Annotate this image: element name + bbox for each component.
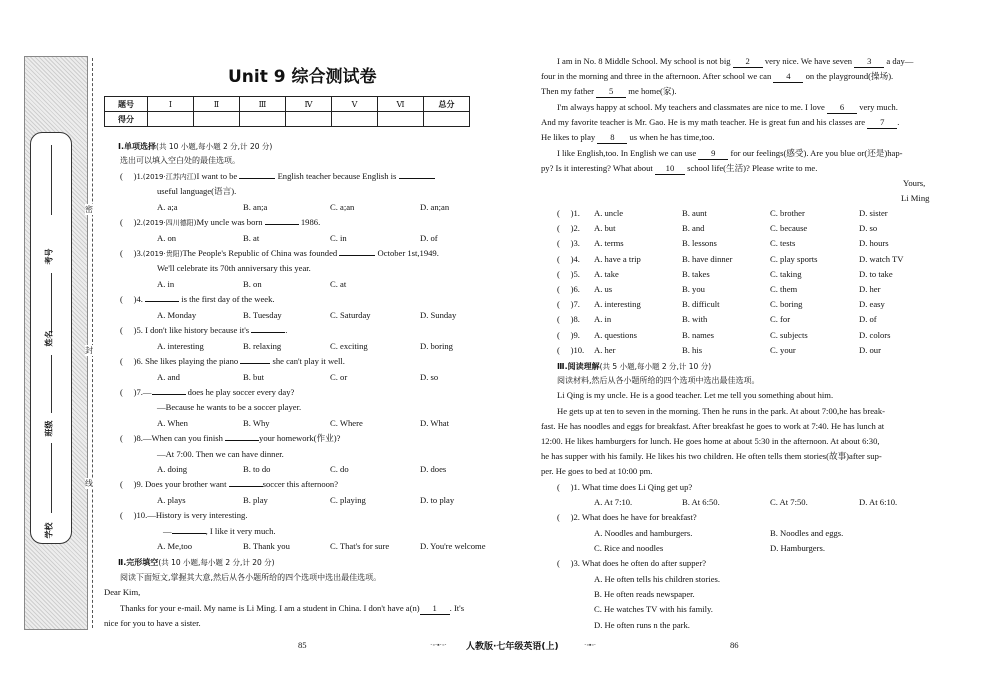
option[interactable]: A. doing [157, 464, 188, 474]
question-1-line2: useful language(语言). [157, 186, 237, 196]
score-table [104, 96, 470, 127]
option[interactable]: B. Noodles and eggs. [770, 528, 844, 538]
cloze-blank-1[interactable]: 1 [420, 603, 450, 615]
footer-ornament-left: ·◦·▪·◦· [430, 641, 447, 649]
answer-blank[interactable] [225, 440, 259, 441]
score-header-cell: Ⅰ [148, 97, 194, 112]
seal-xian: 线 [85, 479, 93, 488]
option[interactable]: C. He watches TV with his family. [594, 604, 713, 614]
cloze-option[interactable]: A. take [594, 268, 619, 279]
cloze-question-number: ( )4. [557, 253, 580, 264]
question-5: ( )5. I don't like history because it's . [120, 325, 288, 335]
cloze-option[interactable]: C. brother [770, 208, 805, 218]
option[interactable]: B. play [243, 495, 268, 505]
cloze-option[interactable]: B. takes [682, 268, 710, 279]
question-10: ( )10.—History is very interesting. [120, 510, 248, 520]
letter-closing: Yours, [903, 178, 926, 188]
class-line [51, 355, 52, 413]
score-header-cell: Ⅲ [240, 97, 286, 112]
option[interactable]: D. What [420, 418, 449, 428]
answer-blank[interactable] [145, 301, 179, 302]
letter-p3-line1: I like English,too. In English we can use 9 for our feelings(感受). Are you blue or(还是)hap- [557, 148, 903, 158]
cloze-question-number: ( )8. [557, 314, 580, 325]
cloze-option[interactable]: D. of [859, 314, 877, 325]
letter-p1-line1: I am in No. 8 Middle School. My school is not big 2 very nice. We have seven 3 a day— [557, 56, 914, 66]
passage-line: fast. He has noodles and eggs for breakfast. After breakfast he goes to work at 7:40. He has lunch at [541, 421, 885, 431]
option[interactable]: A. Me,too [157, 541, 193, 551]
option[interactable]: A. a;a [157, 202, 178, 212]
name-label: 姓名 [44, 330, 54, 347]
cloze-blank[interactable]: 3 [854, 56, 884, 68]
cloze-question-number: ( )10. [557, 344, 585, 355]
cloze-blank[interactable]: 8 [597, 132, 627, 144]
cloze-option[interactable]: B. names [682, 329, 714, 340]
cloze-option[interactable]: B. difficult [682, 299, 720, 310]
page-title: Unit 9 综合测试卷 [228, 67, 377, 87]
option[interactable]: C. playing [330, 495, 366, 505]
cloze-blank[interactable]: 4 [773, 71, 803, 83]
cloze-question-number: ( )1. [557, 208, 580, 218]
cloze-option[interactable]: D. easy [859, 299, 885, 310]
question-6: ( )6. She likes playing the piano she can't play it well. [120, 356, 345, 366]
option[interactable]: A. Noodles and hamburgers. [594, 528, 693, 538]
passage-line: He gets up at ten to seven in the morning. Then he runs in the park. At about 7:00,he has break- [557, 406, 885, 416]
reading-question-3: ( )3. What does he often do after supper? [557, 558, 707, 568]
passage-line: 12:00. He likes hamburgers for lunch. He goes home at about 5:30 in the afternoon. At about 6:30, [541, 436, 880, 446]
option[interactable]: A. in [157, 279, 175, 289]
letter-signature: Li Ming [901, 193, 930, 203]
cloze-option[interactable]: C. subjects [770, 329, 808, 340]
score-cell[interactable] [240, 112, 286, 127]
score-header-cell: 总分 [424, 97, 470, 112]
answer-blank[interactable] [239, 178, 275, 179]
cloze-option[interactable]: D. colors [859, 329, 891, 340]
option[interactable]: B. an;a [243, 202, 268, 212]
option[interactable]: C. do [330, 464, 349, 474]
letter-p1-line3: Then my father 5 me home(家). [541, 86, 677, 96]
section-2-heading: Ⅱ.完形填空(共 10 小题,每小题 2 分,计 20 分) [118, 558, 275, 567]
option[interactable]: D. You're welcome [420, 541, 486, 551]
option[interactable]: B. Thank you [243, 541, 290, 551]
passage-line: per. He goes to bed at 10:00 pm. [541, 466, 653, 476]
option[interactable]: A. interesting [157, 341, 204, 351]
score-row-label: 得分 [105, 112, 148, 127]
score-cell[interactable] [194, 112, 240, 127]
option[interactable]: A. and [157, 372, 180, 382]
cloze-blank[interactable]: 2 [733, 56, 763, 68]
cloze-question-number: ( )2. [557, 223, 580, 234]
option[interactable]: B. to do [243, 464, 271, 474]
option[interactable]: B. Tuesday [243, 310, 282, 320]
letter-p2-line1: I'm always happy at school. My teachers and classmates are nice to me. I love 6 very much. [557, 102, 898, 112]
cloze-option[interactable]: B. you [682, 284, 705, 294]
footer-book-title: 人教版·七年级英语(上) [466, 642, 559, 652]
option[interactable]: B. at [243, 233, 260, 243]
seal-feng: 封 [85, 346, 93, 355]
question-7-line2: —Because he wants to be a soccer player. [157, 402, 302, 412]
question-10-line2: — , I like it very much. [163, 526, 276, 536]
cloze-option[interactable]: C. your [770, 344, 796, 355]
score-header-cell: Ⅴ [332, 97, 378, 112]
option[interactable]: C. Where [330, 418, 363, 428]
cloze-question-number: ( )5. [557, 268, 580, 279]
option[interactable]: D. Hamburgers. [770, 543, 825, 553]
option[interactable]: C. At 7:50. [770, 497, 808, 507]
answer-blank[interactable] [265, 224, 299, 225]
cloze-option[interactable]: A. us [594, 284, 613, 294]
cloze-option[interactable]: C. boring [770, 299, 803, 310]
answer-blank[interactable] [399, 178, 435, 179]
cloze-option[interactable]: D. so [859, 223, 878, 234]
score-cell[interactable] [424, 112, 470, 127]
answer-blank[interactable] [339, 255, 375, 256]
option[interactable]: D. At 6:10. [859, 497, 898, 507]
score-cell[interactable] [286, 112, 332, 127]
score-header-cell: Ⅱ [194, 97, 240, 112]
cloze-option[interactable]: B. have dinner [682, 253, 733, 264]
option[interactable]: A. At 7:10. [594, 497, 633, 507]
option[interactable]: D. to play [420, 495, 455, 505]
cloze-option[interactable]: D. our [859, 344, 881, 355]
question-8: ( )8.—When can you finish your homework(作业)? [120, 433, 341, 443]
letter-greeting: Dear Kim, [104, 587, 141, 597]
question-2: ( )2.(2019·四川德阳)My uncle was born 1986. [120, 217, 321, 227]
cloze-option[interactable]: D. watch TV [859, 253, 904, 264]
cloze-question-number: ( )3. [557, 238, 580, 249]
exam-no-label: 考号 [44, 248, 54, 265]
cloze-question-number: ( )7. [557, 299, 580, 310]
option[interactable]: D. Sunday [420, 310, 457, 320]
cloze-blank[interactable]: 6 [827, 102, 857, 114]
option[interactable]: C. a;an [330, 202, 355, 212]
option[interactable]: A. He often tells his children stories. [594, 574, 721, 584]
cloze-option[interactable]: B. and [682, 223, 705, 234]
answer-blank[interactable] [251, 332, 285, 333]
footer-ornament-right: ·◦▪◦· [584, 641, 597, 649]
passage-line: Li Qing is my uncle. He is a good teacher. Let me tell you something about him. [557, 390, 834, 400]
cloze-option[interactable]: C. for [770, 314, 791, 325]
answer-blank[interactable] [229, 486, 263, 487]
option[interactable]: C. That's for sure [330, 541, 390, 551]
cloze-option[interactable]: B. with [682, 314, 708, 325]
letter-p1-line2: four in the morning and three in the afternoon. After school we can 4 on the playground(操场). [541, 71, 894, 81]
cloze-option[interactable]: D. her [859, 284, 881, 294]
cut-line [92, 58, 93, 628]
student-info-box [30, 132, 72, 544]
cloze-option[interactable]: B. lessons [682, 238, 717, 249]
cloze-blank[interactable]: 5 [596, 86, 626, 98]
score-header-cell: Ⅳ [286, 97, 332, 112]
option[interactable]: D. does [420, 464, 447, 474]
option[interactable]: D. of [420, 233, 438, 243]
seal-mi: 密 [85, 205, 93, 214]
cloze-blank[interactable]: 10 [655, 163, 685, 175]
option[interactable]: B. At 6:50. [682, 497, 720, 507]
cloze-question-number: ( )9. [557, 329, 580, 340]
score-header-cell: Ⅵ [378, 97, 424, 112]
cloze-option[interactable]: B. his [682, 344, 703, 355]
option[interactable]: C. exciting [330, 341, 368, 351]
option[interactable]: D. so [420, 372, 439, 382]
cloze-blank[interactable]: 9 [698, 148, 728, 160]
cloze-option[interactable]: A. her [594, 344, 616, 355]
cloze-option[interactable]: A. but [594, 223, 616, 234]
question-8-line2: —At 7:00. Then we can have dinner. [157, 449, 284, 459]
class-label: 班级 [44, 420, 54, 437]
score-cell[interactable] [148, 112, 194, 127]
letter-line-2: nice for you to have a sister. [104, 618, 201, 628]
cloze-option[interactable]: A. have a trip [594, 253, 641, 264]
passage-line: he has supper with his family. He likes his two children. He often tells them stories(故事)after sup- [541, 451, 882, 461]
question-3-line2: We'll celebrate its 70th anniversary this year. [157, 263, 311, 273]
cloze-option[interactable]: D. hours [859, 238, 889, 249]
option[interactable]: C. at [330, 279, 347, 289]
option[interactable]: A. Monday [157, 310, 197, 320]
cloze-question-number: ( )6. [557, 284, 580, 294]
exam-no-line [51, 145, 52, 215]
section-2-intro: 阅读下面短文,掌握其大意,然后从各小题所给的四个选项中选出最佳选项。 [120, 573, 382, 582]
cloze-option[interactable]: C. play sports [770, 253, 818, 264]
option[interactable]: D. He often runs n the park. [594, 620, 690, 630]
name-line [51, 273, 52, 333]
cloze-option[interactable]: A. questions [594, 329, 637, 340]
question-1: ( )1.(2019·江苏内江)I want to be English teacher because English is [120, 171, 435, 183]
question-9: ( )9. Does your brother want soccer this afternoon? [120, 479, 339, 489]
cloze-option[interactable]: A. uncle [594, 208, 624, 218]
option[interactable]: B. He often reads newspaper. [594, 589, 695, 599]
cloze-option[interactable]: A. in [594, 314, 612, 325]
cloze-option[interactable]: A. interesting [594, 299, 641, 310]
cloze-option[interactable]: C. tests [770, 238, 796, 249]
option[interactable]: C. Saturday [330, 310, 371, 320]
letter-p2-line3: He likes to play 8 us when he has time,too. [541, 132, 715, 142]
answer-blank[interactable] [152, 394, 186, 395]
cloze-option[interactable]: C. taking [770, 268, 802, 279]
score-header-cell: 题号 [105, 97, 148, 112]
school-line [51, 443, 52, 513]
letter-line-1: Thanks for your e-mail. My name is Li Ming. I am a student in China. I don't have a(n) 1 . It's [120, 603, 465, 613]
option[interactable]: B. relaxing [243, 341, 282, 351]
cloze-option[interactable]: C. them [770, 284, 798, 294]
cloze-option[interactable]: B. aunt [682, 208, 707, 218]
option[interactable]: C. or [330, 372, 348, 382]
cloze-option[interactable]: D. to take [859, 268, 893, 279]
answer-blank[interactable] [240, 363, 270, 364]
school-label: 学校 [44, 522, 54, 539]
page-number-right: 86 [730, 640, 739, 650]
question-7: ( )7.— does he play soccer every day? [120, 387, 295, 397]
page-number-left: 85 [298, 640, 307, 650]
section-3-heading: Ⅲ.阅读理解(共 5 小题,每小题 2 分,计 10 分) [557, 362, 712, 371]
cloze-blank[interactable]: 7 [867, 117, 897, 129]
cloze-option[interactable]: C. because [770, 223, 808, 234]
question-3: ( )3.(2019·贵阳)The People's Republic of China was founded October 1st,1949. [120, 248, 439, 258]
section-3-intro: 阅读材料,然后从各小题所给的四个选项中选出最佳选项。 [557, 376, 760, 385]
option[interactable]: B. on [243, 279, 262, 289]
reading-question-1: ( )1. What time does Li Qing get up? [557, 482, 693, 492]
letter-p3-line2: py? Is it interesting? What about 10 school life(生活)? Please write to me. [541, 163, 818, 173]
reading-question-2: ( )2. What does he have for breakfast? [557, 512, 697, 522]
question-4: ( )4. is the first day of the week. [120, 294, 275, 304]
option[interactable]: A. on [157, 233, 177, 243]
answer-blank[interactable] [172, 533, 206, 534]
option[interactable]: C. in [330, 233, 347, 243]
option[interactable]: D. boring [420, 341, 453, 351]
cloze-option[interactable]: A. terms [594, 238, 624, 249]
option[interactable]: D. an;an [420, 202, 450, 212]
score-cell[interactable] [378, 112, 424, 127]
score-cell[interactable] [332, 112, 378, 127]
section-1-heading: Ⅰ.单项选择(共 10 小题,每小题 2 分,计 20 分) [118, 142, 273, 151]
section-1-intro: 选出可以填入空白处的最佳选项。 [120, 156, 240, 165]
option[interactable]: A. When [157, 418, 188, 428]
option[interactable]: B. but [243, 372, 265, 382]
letter-p2-line2: And my favorite teacher is Mr. Gao. He is my math teacher. He is great fun and his classes are 7 . [541, 117, 900, 127]
option[interactable]: B. Why [243, 418, 270, 428]
option[interactable]: C. Rice and noodles [594, 543, 664, 553]
cloze-option[interactable]: D. sister [859, 208, 888, 218]
option[interactable]: A. plays [157, 495, 186, 505]
